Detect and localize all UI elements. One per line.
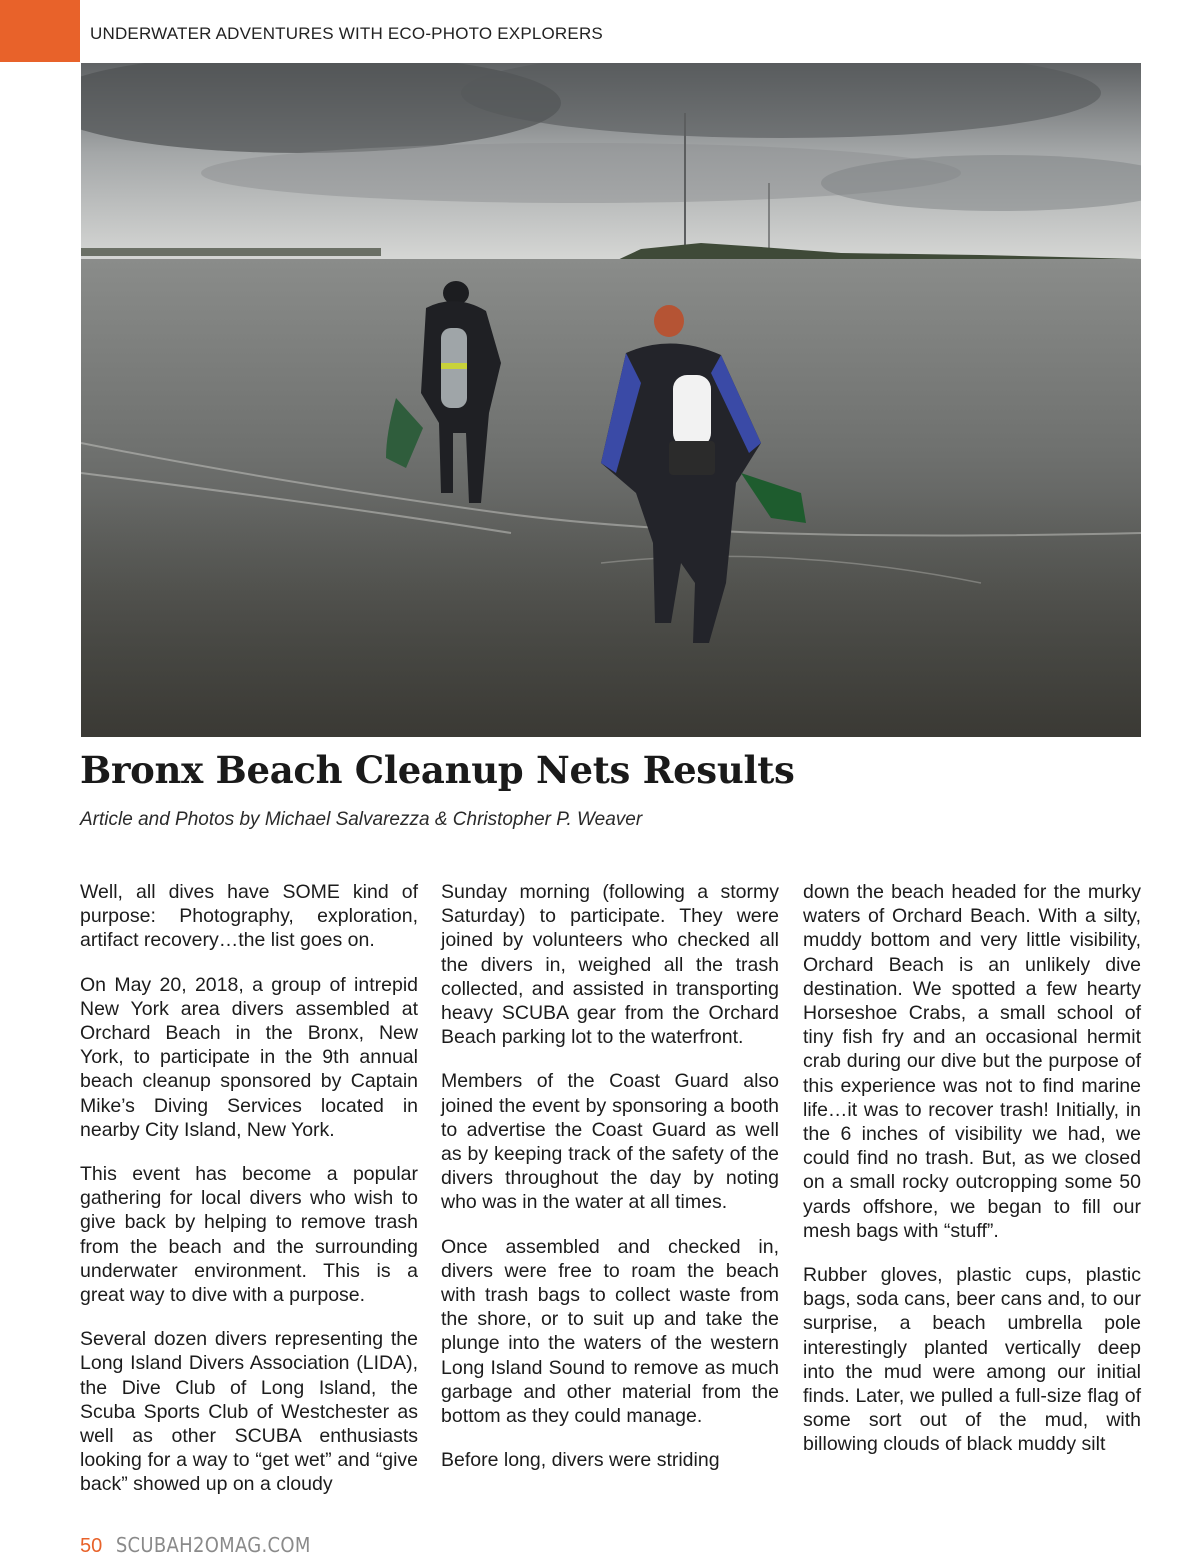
paragraph: Once assembled and checked in, divers were free to roam the beach with trash bags to collect waste from the shore, or to suit up and take the plunge into the waters of the western Long Island Sound to remove as much garbage and other material from the bottom as they could manage. xyxy=(441,1235,779,1428)
paragraph: Rubber gloves, plastic cups, plastic bags, soda cans, beer cans and, to our surprise, a beach umbrella pole interestingly planted vertically deep into the mud were among our initial finds. Later, we pulled a full-size flag of some sort out of the mud, with billowing clouds of black muddy silt xyxy=(803,1264,1141,1456)
page-number: 50 xyxy=(80,1535,103,1557)
article-column-1 xyxy=(80,880,418,1517)
paragraph: Sunday morning (following a stormy Saturday) to participate. They were joined by volunteers who checked all the divers in, weighed all the trash collected, and assisted in transporting heavy SCUBA gear from the Orchard Beach parking lot to the waterfront. xyxy=(441,881,779,1049)
section-header: UNDERWATER ADVENTURES WITH ECO-PHOTO EXPLORERS xyxy=(90,24,603,43)
article-byline: Article and Photos by Michael Salvarezza & Christopher P. Weaver xyxy=(80,809,643,830)
page-footer xyxy=(80,1533,311,1558)
paragraph: This event has become a popular gathering for local divers who wish to give back by helping to remove trash from the beach and the surrounding underwater environment. This is a great way to dive with a purpose. xyxy=(80,1163,418,1307)
paragraph: Members of the Coast Guard also joined the event by sponsoring a booth to advertise the Coast Guard as well as by keeping track of the safety of the divers throughout the day by noting who was in the water at all times. xyxy=(441,1070,779,1214)
article-column-2 xyxy=(441,880,779,1492)
divers-wading-photo xyxy=(81,63,1141,737)
article-title: Bronx Beach Cleanup Nets Results xyxy=(80,748,795,792)
paragraph: down the beach headed for the murky waters of Orchard Beach. With a silty, muddy bottom and very little visibility, Orchard Beach is an unlikely dive destination. We spotted a few hearty Horseshoe Crabs, a small school of tiny fish fry and an occasional hermit crab during our dive but the purpose of this experience was not to find marine life…it was to recover trash! Initially, in the 6 inches of visibility we had, we could find no trash. But, as we closed on a small rocky outcropping some 50 yards offshore, we began to fill our mesh bags with “stuff”. xyxy=(803,881,1141,1242)
paragraph: On May 20, 2018, a group of intrepid New York area divers assembled at Orchard Beach in the Bronx, New York, to participate in the 9th annual beach cleanup sponsored by Captain Mike’s Diving Services located in nearby City Island, New York. xyxy=(80,973,418,1141)
website-link[interactable]: SCUBAH2OMAG.COM xyxy=(115,1533,311,1557)
paragraph: Before long, divers were striding xyxy=(441,1449,720,1472)
section-color-tab xyxy=(0,0,80,62)
hero-photo xyxy=(81,63,1141,737)
article-column-3 xyxy=(803,880,1141,1477)
paragraph: Well, all dives have SOME kind of purpose: Photography, exploration, artifact recovery…the list goes on. xyxy=(80,881,418,952)
paragraph: Several dozen divers representing the Long Island Divers Association (LIDA), the Dive Club of Long Island, the Scuba Sports Club of Westchester as well as other SCUBA enthusiasts looking for a way to “get wet” and “give back” showed up on a cloudy xyxy=(80,1328,418,1496)
